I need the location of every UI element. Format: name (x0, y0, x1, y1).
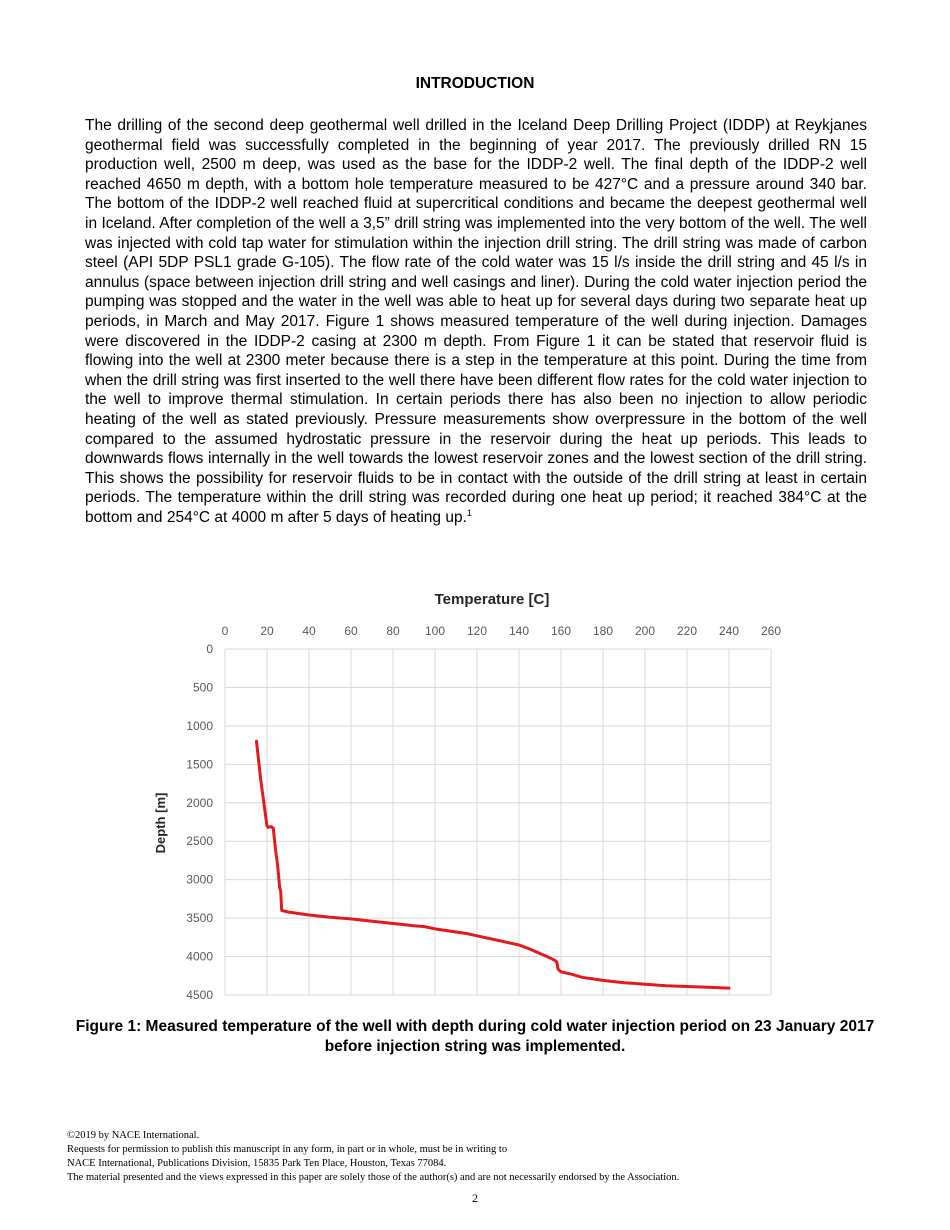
temperature-series-line (257, 741, 730, 988)
x-tick-label: 40 (302, 624, 316, 638)
chart-grid (225, 649, 771, 995)
y-tick-label: 3000 (186, 872, 213, 887)
footer-disclaimer: The material presented and the views expressed in this paper are solely those of the author(s) and are not necessarily endorsed by the Association. (67, 1172, 680, 1183)
y-tick-label: 3500 (186, 911, 213, 926)
x-tick-label: 160 (550, 624, 572, 638)
y-tick-label: 0 (206, 642, 213, 656)
x-tick-label: 20 (260, 624, 274, 638)
page-number: 2 (472, 1191, 478, 1205)
y-tick-label: 4000 (186, 949, 213, 964)
y-tick-label: 1000 (186, 718, 213, 733)
section-heading: INTRODUCTION (415, 75, 535, 92)
footer-copyright: ©2019 by NACE International. (67, 1130, 200, 1141)
chart-series (257, 741, 730, 988)
y-axis-ticks (186, 642, 213, 1002)
page-footer (67, 1129, 887, 1185)
intro-paragraph-text: The drilling of the second deep geothermal well drilled in the Iceland Deep Drilling Project (IDDP) at Reykjanes geothermal field was successfully completed in the beginning of year 2017. The previously drilled RN 15 production well, 2500 m deep, was used as the base for the IDDP-2 well. The final depth of the IDDP-2 well reached 4650 m depth, with a bottom hole temperature measured to be 427°C and a pressure around 340 bar. The bottom of the IDDP-2 well reached fluid at supercritical conditions and became the deepest geothermal well in Iceland. After completion of the well a 3,5” drill string was implemented into the very bottom of the well. The well was injected with cold tap water for stimulation within the injection drill string. The drill string was made of carbon steel (API 5DP PSL1 grade G-105). The flow rate of the cold water was 15 l/s inside the drill string and 45 l/s in annulus (space between injection drill string and well casings and liner). During the cold water injection period the pumping was stopped and the water in the well was able to heat up for several days during two separate heat up periods, in March and May 2017. Figure 1 shows measured temperature of the well during injection. Damages were discovered in the IDDP-2 casing at 2300 m depth. From Figure 1 it can be stated that reservoir fluid is flowing into the well at 2300 meter because there is a step in the temperature at this point. During the time from when the drill string was first inserted to the well there have been different flow rates for the cold water injection to the well to improve thermal stimulation. In certain periods there has also been no injection to allow periodic heating of the well as stated previously. Pressure measurements show overpressure in the bottom of the well compared to the assumed hydrostatic pressure in the reservoir during the heat up periods. This leads to downwards flows internally in the well towards the lowest reservoir zones and the lowest section of the drill string. This shows the possibility for reservoir fluids to be in contact with the outside of the drill string at least in certain periods. The temperature within the drill string was recorded during one heat up period; it reached 384°C at the bottom and 254°C at 4000 m after 5 days of heating up. (85, 117, 867, 526)
y-tick-label: 2000 (186, 795, 213, 810)
figure-caption: Figure 1: Measured temperature of the well with depth during cold water injection period on 23 January 2017 before injection string was implemented. (75, 1018, 875, 1055)
y-tick-label: 1500 (186, 757, 213, 772)
x-tick-label: 240 (718, 624, 740, 638)
x-tick-label: 100 (424, 624, 446, 638)
x-tick-label: 180 (592, 624, 614, 638)
x-tick-label: 120 (466, 624, 488, 638)
x-tick-label: 140 (508, 624, 530, 638)
x-tick-label: 80 (386, 624, 400, 638)
x-axis-ticks (222, 624, 782, 638)
y-tick-label: 4500 (186, 988, 213, 1002)
x-tick-label: 200 (634, 624, 656, 638)
intro-paragraph (85, 116, 867, 527)
x-tick-label: 0 (221, 624, 229, 638)
x-tick-label: 220 (676, 624, 698, 638)
footnote-reference: 1 (466, 507, 472, 518)
y-tick-label: 500 (192, 680, 213, 695)
temperature-depth-chart (140, 585, 800, 1005)
footer-address: NACE International, Publications Division, 15835 Park Ten Place, Houston, Texas 77084. (67, 1158, 447, 1169)
x-tick-label: 60 (344, 624, 358, 638)
chart-title: Temperature [C] (434, 591, 550, 608)
x-tick-label: 260 (760, 624, 782, 638)
footer-permission: Requests for permission to publish this manuscript in any form, in part or in whole, must be in writing to (67, 1144, 508, 1155)
y-tick-label: 2500 (186, 834, 213, 849)
y-axis-label: Depth [m] (153, 792, 168, 854)
